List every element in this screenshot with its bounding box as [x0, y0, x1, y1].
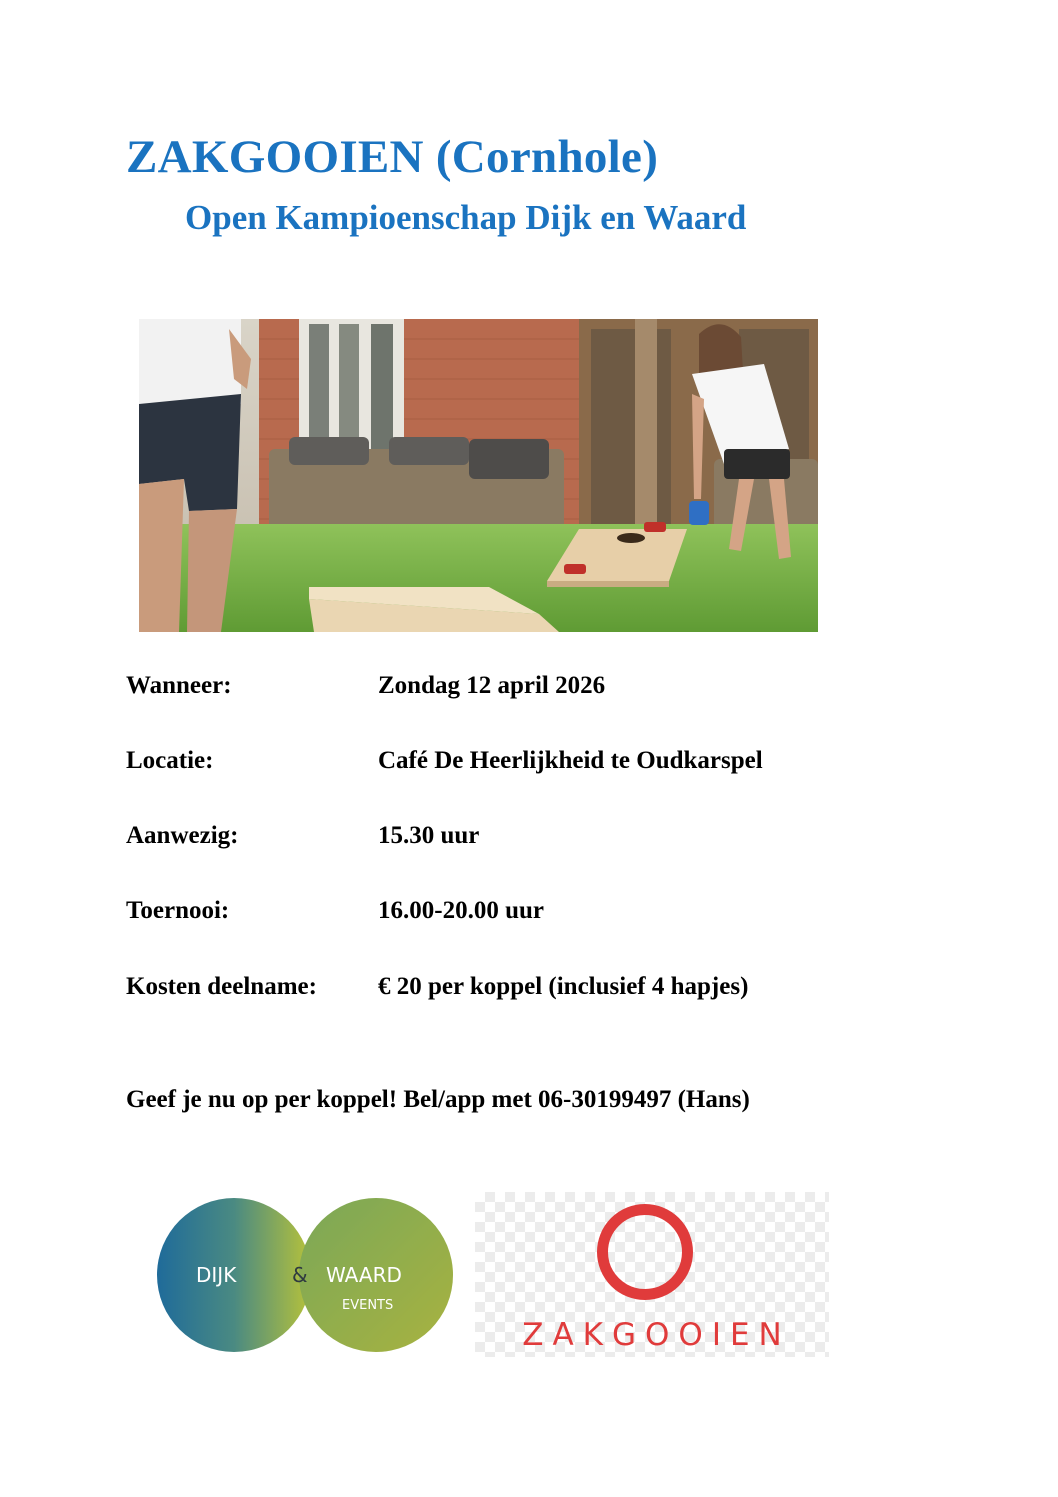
detail-label-present: Aanwezig: [126, 822, 239, 849]
logo-word-waard: WAARD [326, 1263, 402, 1287]
detail-value-present: 15.30 uur [378, 822, 480, 849]
logo-ampersand: & [292, 1263, 308, 1287]
page-title: ZAKGOOIEN (Cornhole) [126, 131, 659, 183]
detail-label-cost: Kosten deelname: [126, 973, 317, 1000]
detail-value-tournament: 16.00-20.00 uur [378, 897, 544, 924]
detail-value-when: Zondag 12 april 2026 [378, 672, 606, 699]
detail-label-tournament: Toernooi: [126, 897, 230, 924]
logo-word-dijk: DIJK [196, 1263, 237, 1287]
detail-label-when: Wanneer: [126, 672, 232, 699]
detail-label-location: Locatie: [126, 747, 214, 774]
page-subtitle: Open Kampioenschap Dijk en Waard [185, 198, 747, 237]
dijk-waard-events-logo [156, 1196, 454, 1354]
cornhole-photo [139, 319, 818, 632]
zakgooien-logo-text: ZAKGOOIEN [522, 1317, 791, 1353]
detail-value-location: Café De Heerlijkheid te Oudkarspel [378, 747, 763, 774]
ring-icon [597, 1204, 693, 1300]
detail-value-cost: € 20 per koppel (inclusief 4 hapjes) [378, 973, 749, 1000]
logo-word-events: EVENTS [342, 1298, 394, 1313]
signup-call-to-action: Geef je nu op per koppel! Bel/app met 06-30199497 (Hans) [126, 1086, 750, 1113]
zakgooien-logo [475, 1192, 829, 1357]
